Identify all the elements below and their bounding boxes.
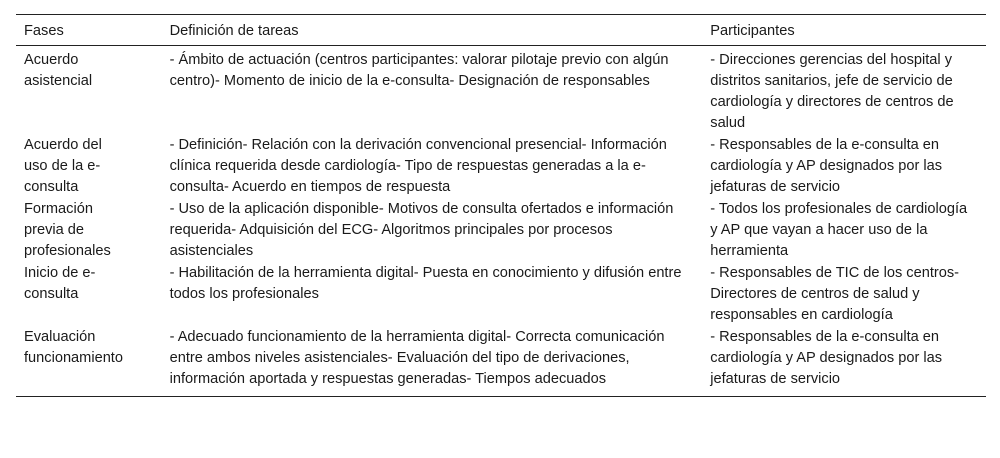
- header-fases: Fases: [16, 15, 162, 46]
- header-definicion: Definición de tareas: [162, 15, 703, 46]
- participantes-text: - Direcciones gerencias del hospital y distritos sanitarios, jefe de servicio de cardiología y directores de centros de salud: [710, 52, 954, 131]
- table-header: [16, 15, 986, 46]
- fase-text: Evaluación funcionamiento: [24, 329, 123, 366]
- header-row: [16, 15, 986, 46]
- participantes-text: - Responsables de la e-consulta en cardiología y AP designados por las jefaturas de servicio: [710, 137, 943, 195]
- table-body: [16, 46, 986, 397]
- definicion-text: - Definición- Relación con la derivación convencional presencial- Información clínica requerida desde cardiología- Tipo de respuestas generadas a la e-consulta- Acuerdo en tiempos de respuesta: [169, 137, 667, 195]
- table-row: [16, 198, 986, 262]
- cell-participantes: [702, 262, 986, 326]
- table-row: [16, 134, 986, 198]
- table-row: [16, 326, 986, 397]
- cell-participantes: [702, 326, 986, 397]
- definicion-text: - Uso de la aplicación disponible- Motivos de consulta ofertados e información requerida- Adquisición del ECG- Algoritmos principales por procesos asistenciales: [169, 201, 674, 259]
- cell-fase: [16, 262, 162, 326]
- cell-definicion: [162, 262, 703, 326]
- participantes-text: - Responsables de la e-consulta en cardiología y AP designados por las jefaturas de servicio: [710, 329, 943, 387]
- cell-fase: [16, 326, 162, 397]
- table-row: [16, 262, 986, 326]
- cell-definicion: [162, 198, 703, 262]
- cell-fase: [16, 198, 162, 262]
- definicion-text: - Ámbito de actuación (centros participantes: valorar pilotaje previo con algún centro)- Momento de inicio de la e-consulta- Designación de responsables: [169, 52, 669, 89]
- definicion-text: - Habilitación de la herramienta digital- Puesta en conocimiento y difusión entre todos los profesionales: [169, 265, 682, 302]
- fase-text: Formación previa de profesionales: [24, 201, 111, 259]
- fase-text: Acuerdo del uso de la e-consulta: [24, 137, 102, 195]
- phases-table: [16, 14, 986, 397]
- cell-participantes: [702, 134, 986, 198]
- cell-definicion: [162, 46, 703, 135]
- cell-fase: [16, 134, 162, 198]
- cell-participantes: [702, 46, 986, 135]
- participantes-text: - Responsables de TIC de los centros- Directores de centros de salud y responsables en cardiología: [710, 265, 960, 323]
- cell-definicion: [162, 326, 703, 397]
- participantes-text: - Todos los profesionales de cardiología y AP que vayan a hacer uso de la herramienta: [710, 201, 968, 259]
- fase-text: Acuerdo asistencial: [24, 52, 93, 89]
- table-row: [16, 46, 986, 135]
- header-participantes: Participantes: [702, 15, 986, 46]
- cell-participantes: [702, 198, 986, 262]
- cell-definicion: [162, 134, 703, 198]
- fase-text: Inicio de e-consulta: [24, 265, 96, 302]
- definicion-text: - Adecuado funcionamiento de la herramienta digital- Correcta comunicación entre ambos niveles asistenciales- Evaluación del tipo de derivaciones, información aportada y respuestas generadas- Tiempos adecuados: [169, 329, 665, 387]
- cell-fase: [16, 46, 162, 135]
